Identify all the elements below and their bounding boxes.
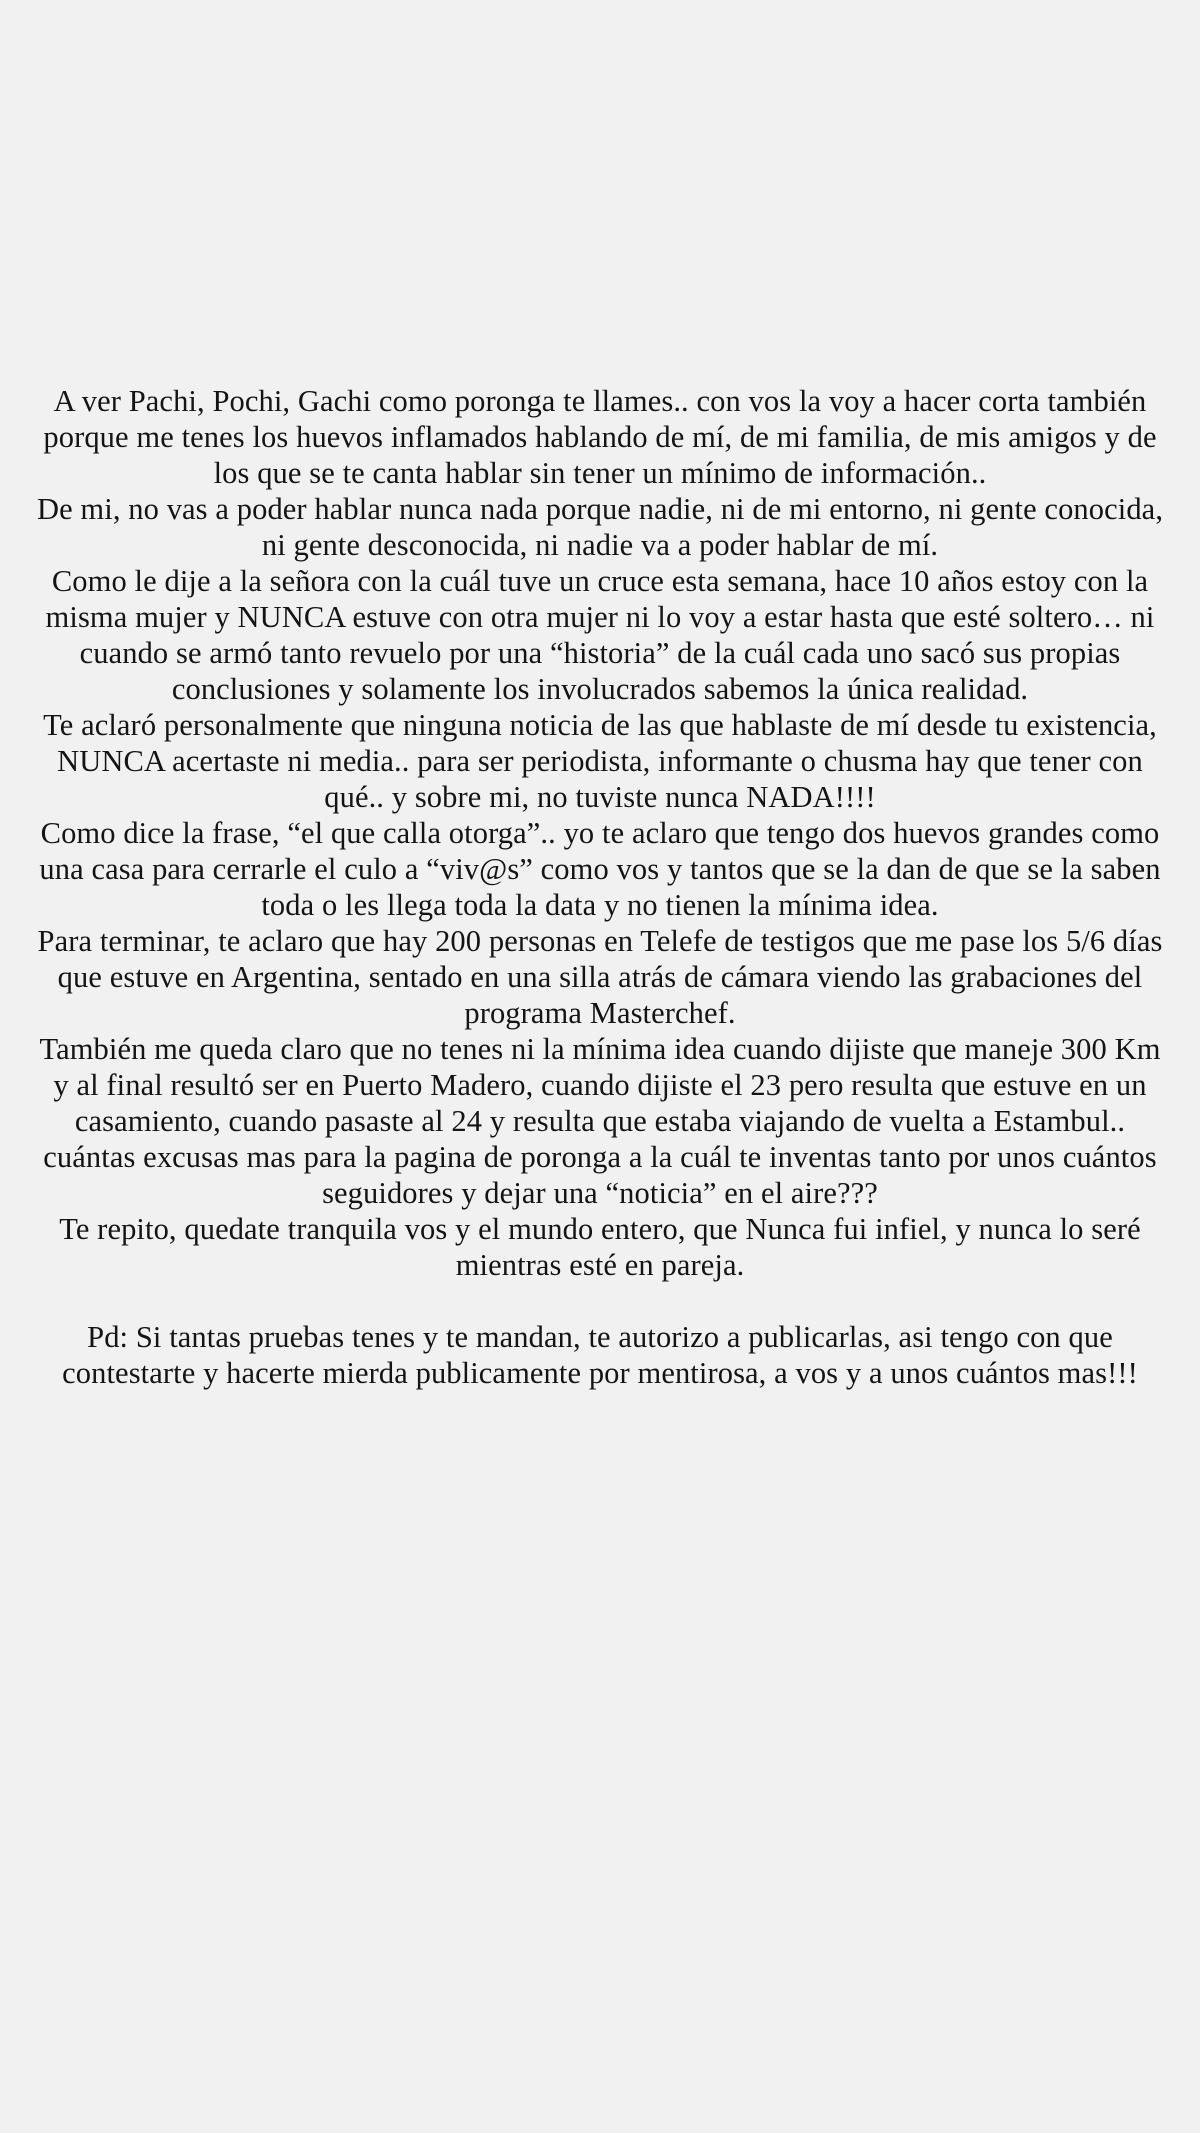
paragraph-puerto-madero: También me queda claro que no tenes ni la mínima idea cuando dijiste que maneje 300 Km y al final resultó ser en Puerto Madero, cuando dijiste el 23 pero resulta que estuve en un casamiento, cuando pasaste al 24 y resulta que estaba viajando de vuelta a Estambul.. cuántas excusas mas para la pagina de poronga a la cuál te inventas tanto por unos cuántos seguidores y dejar una “noticia” en el aire???: [39, 1032, 1161, 1210]
paragraph-no-news-correct: Te aclaró personalmente que ninguna noticia de las que hablaste de mí desde tu existencia, NUNCA acertaste ni media.. para ser periodista, informante o chusma hay que tener con qué.. y sobre mi, no tuviste nunca NADA!!!!: [43, 708, 1157, 814]
paragraph-nobody-can-talk: De mi, no vas a poder hablar nunca nada porque nadie, ni de mi entorno, ni gente conocida, ni gente desconocida, ni nadie va a poder hablar de mí.: [36, 492, 1164, 562]
postscript: Pd: Si tantas pruebas tenes y te mandan, te autorizo a publicarlas, asi tengo con que contestarte y hacerte mierda publicamente por mentirosa, a vos y a unos cuántos mas!!!: [62, 1320, 1138, 1390]
story-text-block: [36, 383, 1164, 1391]
paragraph-same-woman: Como le dije a la señora con la cuál tuve un cruce esta semana, hace 10 años estoy con la misma mujer y NUNCA estuve con otra mujer ni lo voy a estar hasta que esté soltero… ni cuando se armó tanto revuelo por una “historia” de la cuál cada uno sacó sus propias conclusiones y solamente los involucrados sabemos la única realidad.: [45, 564, 1155, 706]
paragraph-intro: A ver Pachi, Pochi, Gachi como poronga te llames.. con vos la voy a hacer corta también porque me tenes los huevos inflamados hablando de mí, de mi familia, de mis amigos y de los que se te canta hablar sin tener un mínimo de información..: [43, 384, 1157, 490]
paragraph-never-unfaithful: Te repito, quedate tranquila vos y el mundo entero, que Nunca fui infiel, y nunca lo seré mientras esté en pareja.: [59, 1212, 1141, 1282]
paragraph-el-que-calla: Como dice la frase, “el que calla otorga”.. yo te aclaro que tengo dos huevos grandes como una casa para cerrarle el culo a “viv@s” como vos y tantos que se la dan de que se la saben toda o les llega toda la data y no tienen la mínima idea.: [39, 816, 1161, 922]
paragraph-telefe-witnesses: Para terminar, te aclaro que hay 200 personas en Telefe de testigos que me pase los 5/6 días que estuve en Argentina, sentado en una silla atrás de cámara viendo las grabaciones del programa Masterchef.: [37, 924, 1163, 1030]
paragraph-spacer: [36, 1283, 1164, 1319]
